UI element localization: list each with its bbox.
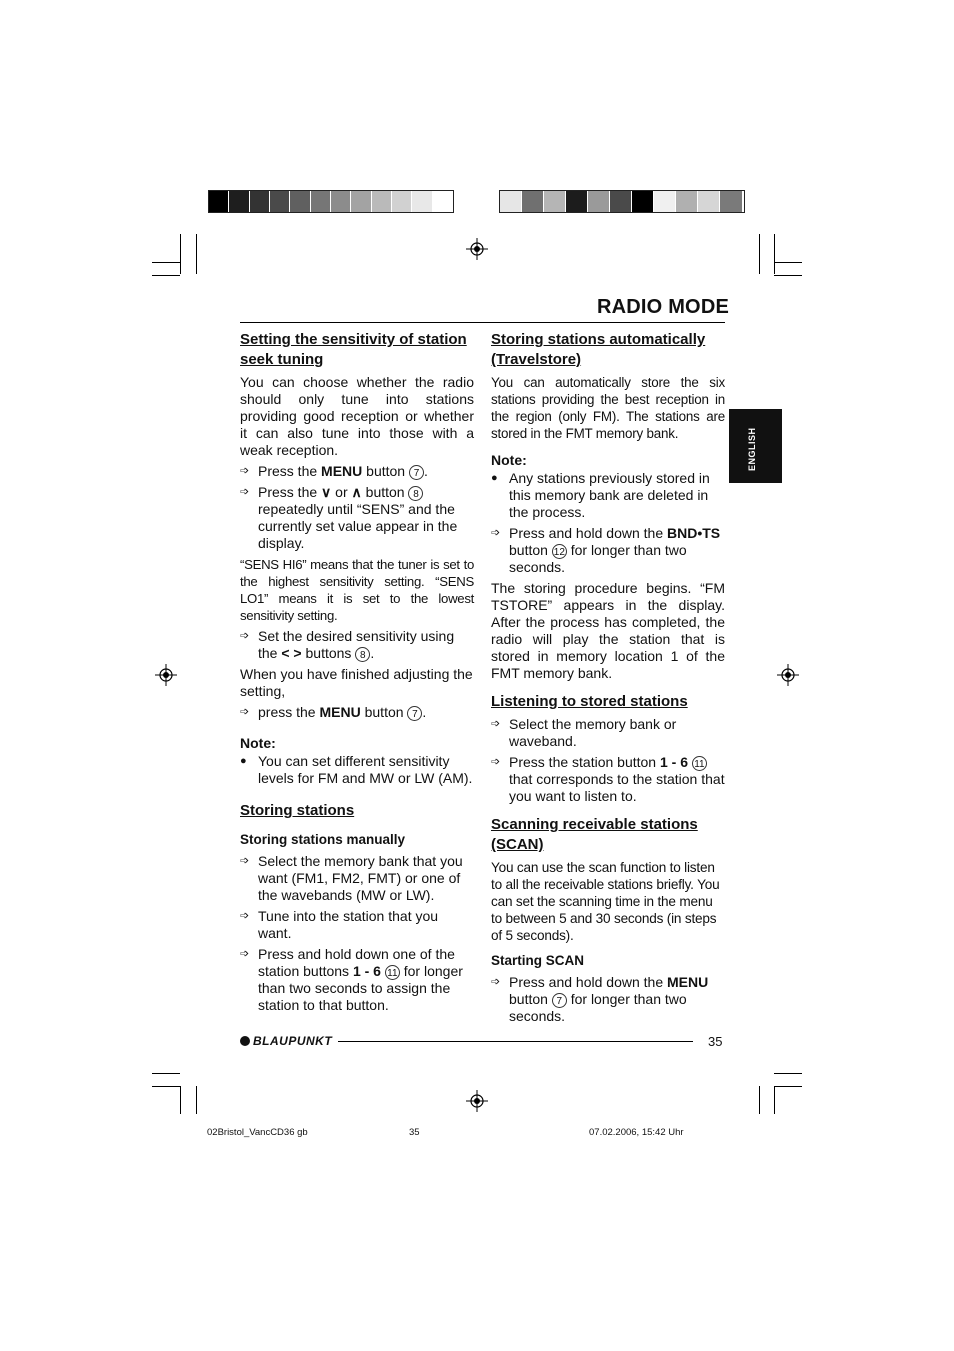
- brand-logo: BLAUPUNKT: [240, 1034, 332, 1048]
- registration-mark-icon: [777, 664, 799, 686]
- crop-mark: [759, 234, 760, 274]
- color-swatch: [610, 191, 632, 212]
- callout-number: 7: [407, 706, 422, 721]
- crop-mark: [180, 234, 181, 274]
- crop-mark: [196, 234, 197, 274]
- color-swatch: [698, 191, 720, 212]
- footer-rule: [338, 1041, 693, 1042]
- paragraph-scan: You can use the scan function to listen to all the receivable stations briefly. You can set the scanning time in the menu to between 5 and 30 seconds (in steps of 5 seconds).: [491, 860, 720, 943]
- heading-travelstore: Storing stations automatically (Travelstore): [491, 331, 706, 368]
- page-title: RADIO MODE: [597, 296, 729, 318]
- right-column: [491, 330, 725, 1029]
- title-rule: [240, 322, 725, 323]
- slug-date: 07.02.2006, 15:42 Uhr: [589, 1127, 684, 1138]
- callout-number: 11: [692, 756, 707, 771]
- slug-page: 35: [409, 1127, 420, 1138]
- step-press-station: ➩ Press the station button 1 - 6 11 that corresponds to the station that you want to listen to.: [491, 754, 725, 805]
- left-column: [240, 330, 474, 1018]
- callout-number: 8: [408, 486, 423, 501]
- color-swatch: [270, 191, 290, 212]
- crop-mark: [774, 262, 802, 263]
- up-arrow-icon: ∧: [351, 484, 362, 500]
- crop-mark: [152, 275, 180, 276]
- step-hold-station: ➩ Press and hold down one of the station buttons 1 - 6 11 for longer than two seconds to assign the station to that button.: [240, 946, 474, 1014]
- color-swatch: [433, 191, 453, 212]
- color-swatch: [588, 191, 610, 212]
- page-number: 35: [708, 1034, 723, 1049]
- color-swatch: [566, 191, 588, 212]
- color-swatch: [392, 191, 412, 212]
- note-travelstore: ● Any stations previously stored in this memory bank are deleted in the process.: [491, 470, 725, 521]
- subheading-manual: Storing stations manually: [240, 832, 406, 847]
- heading-sensitivity: Setting the sensitivity of station seek tuning: [240, 331, 467, 368]
- color-swatch: [412, 191, 432, 212]
- step-hold-bndts: ➩ Press and hold down the BND•TS button 12 for longer than two seconds.: [491, 525, 725, 576]
- color-swatch: [720, 191, 742, 212]
- step-press-menu: ➩ Press the MENU button 7 .: [240, 463, 474, 480]
- crop-mark: [759, 1086, 760, 1114]
- heading-scan: Scanning receivable stations (SCAN): [491, 816, 698, 853]
- crop-mark: [196, 1086, 197, 1114]
- left-right-arrows-icon: < >: [281, 645, 302, 661]
- crop-mark: [774, 1073, 802, 1074]
- color-strip-right: [499, 190, 745, 213]
- registration-mark-icon: [155, 664, 177, 686]
- slug-filename: 02Bristol_VancCD36 gb: [207, 1127, 308, 1138]
- paragraph-procedure: The storing procedure begins. “FM TSTORE” appears in the display. After the process has completed, the radio will play the station that is stored in memory location 1 of the FMT memory bank.: [491, 580, 725, 681]
- heading-storing: Storing stations: [240, 802, 355, 819]
- paragraph-travelstore: You can automatically store the six stations providing the best reception in the region (only FM). The stations are stored in the FMT memory bank.: [491, 375, 725, 441]
- crop-mark: [152, 1073, 180, 1074]
- step-select-bank: ➩ Select the memory bank that you want (FM1, FM2, FMT) or one of the wavebands (MW or LW).: [240, 853, 474, 904]
- registration-mark-icon: [466, 1090, 488, 1112]
- paragraph-finished: When you have finished adjusting the setting,: [240, 666, 473, 699]
- color-swatch: [351, 191, 371, 212]
- callout-number: 7: [552, 993, 567, 1008]
- heading-listening: Listening to stored stations: [491, 693, 688, 710]
- crop-mark: [774, 275, 802, 276]
- callout-number: 11: [385, 965, 400, 980]
- callout-number: 12: [552, 544, 567, 559]
- callout-number: 7: [409, 465, 424, 480]
- color-swatch: [372, 191, 392, 212]
- note-label: Note:: [491, 452, 527, 468]
- crop-mark: [774, 1086, 775, 1114]
- color-swatch: [676, 191, 698, 212]
- crop-mark: [152, 1086, 180, 1087]
- color-swatch: [250, 191, 270, 212]
- note-sensitivity: ● You can set different sensitivity levels for FM and MW or LW (AM).: [240, 753, 474, 787]
- step-tune: ➩ Tune into the station that you want.: [240, 908, 474, 942]
- crop-mark: [180, 1086, 181, 1114]
- paragraph-sens-info: “SENS HI6” means that the tuner is set to the highest sensitivity setting. “SENS LO1” means it is set to the lowest sensitivity setting.: [240, 557, 474, 623]
- callout-number: 8: [355, 647, 370, 662]
- registration-mark-icon: [466, 238, 488, 260]
- color-swatch: [544, 191, 566, 212]
- color-swatch: [522, 191, 544, 212]
- color-swatch: [500, 191, 522, 212]
- crop-mark: [774, 234, 775, 274]
- color-swatch: [654, 191, 676, 212]
- color-swatch: [331, 191, 351, 212]
- crop-mark: [152, 262, 180, 263]
- step-press-menu-end: ➩ press the MENU button 7 .: [240, 704, 474, 721]
- step-press-up-down: ➩ Press the ∨ or ∧ button 8 repeatedly until “SENS” and the currently set value appear in the display.: [240, 484, 474, 552]
- color-swatch: [311, 191, 331, 212]
- step-select-bank-wave: ➩ Select the memory bank or waveband.: [491, 716, 725, 750]
- subheading-starting-scan: Starting SCAN: [491, 953, 585, 968]
- paragraph-sensitivity: You can choose whether the radio should only tune into stations providing good reception or whether it can also tune into those with a weak reception.: [240, 374, 474, 458]
- down-arrow-icon: ∨: [321, 484, 332, 500]
- color-swatch: [209, 191, 229, 212]
- color-swatch: [229, 191, 249, 212]
- note-label: Note:: [240, 735, 276, 751]
- step-set-sensitivity: ➩ Set the desired sensitivity using the < > buttons 8 .: [240, 628, 474, 662]
- color-swatch: [290, 191, 310, 212]
- crop-mark: [774, 1086, 802, 1087]
- color-swatch: [632, 191, 654, 212]
- language-tab-label: ENGLISH: [747, 427, 757, 471]
- color-strip-left: [208, 190, 454, 213]
- step-hold-menu: ➩ Press and hold down the MENU button 7 for longer than two seconds.: [491, 974, 725, 1025]
- language-tab: [729, 409, 782, 483]
